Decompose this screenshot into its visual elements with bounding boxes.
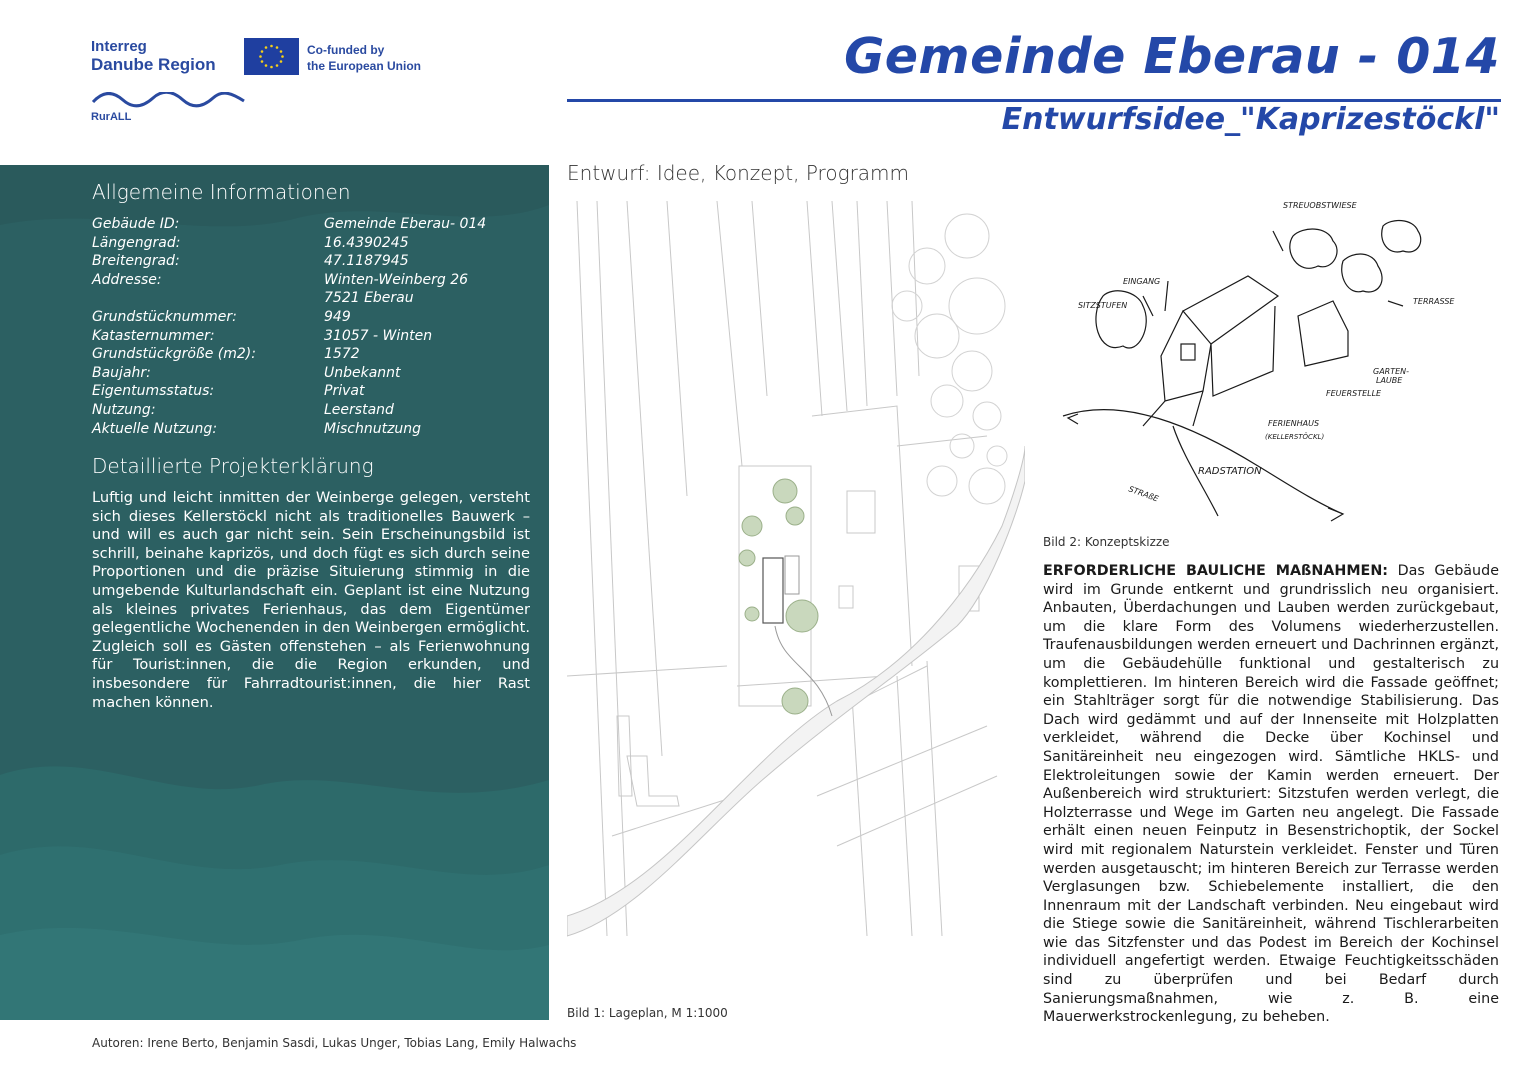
sketch-label-kellerstoeckl: (KELLERSTÖCKL): [1265, 433, 1325, 441]
info-value: 16.4390245: [324, 234, 409, 251]
site-plan-drawing: [567, 196, 1025, 948]
info-row: [92, 308, 532, 327]
info-key: Eigentumsstatus:: [92, 383, 215, 400]
wave-logo-icon: [91, 92, 246, 108]
info-row: [92, 401, 532, 420]
sketch-label-feuerstelle: FEUERSTELLE: [1326, 389, 1382, 398]
info-value: Gemeinde Eberau- 014: [324, 216, 487, 232]
page-title: Gemeinde Eberau - 014: [844, 28, 1500, 85]
info-row: [92, 252, 532, 271]
cofunded-line-2: the European Union: [307, 59, 421, 73]
info-key: Addresse:: [92, 271, 162, 288]
info-value: Mischnutzung: [324, 420, 422, 437]
info-value: 47.1187945: [324, 253, 409, 270]
sketch-label-sitzstufen: SITZSTUFEN: [1078, 301, 1128, 310]
info-row: [92, 420, 532, 439]
info-key: Baujahr:: [92, 364, 151, 381]
authors-footer: Autoren: Irene Berto, Benjamin Sasdi, Lukas Unger, Tobias Lang, Emily Halwachs: [92, 1036, 577, 1050]
cofunded-line-1: Co-funded by: [307, 43, 385, 57]
info-value: Leerstand: [324, 401, 394, 418]
rurall-label: RurALL: [91, 111, 132, 123]
info-row: [92, 327, 532, 346]
info-row: [92, 289, 532, 308]
info-key: Aktuelle Nutzung:: [92, 420, 218, 437]
interreg-logo: [91, 38, 216, 74]
sketch-label-radstation: RADSTATION: [1198, 466, 1262, 477]
logo-line-1: Interreg: [91, 38, 147, 55]
info-value: 7521 Eberau: [324, 290, 414, 307]
info-row: [92, 234, 532, 253]
info-value: Winten-Weinberg 26: [324, 271, 469, 288]
concept-sketch: [1043, 196, 1499, 526]
info-row: [92, 345, 532, 364]
info-value: Privat: [324, 383, 365, 400]
info-key: Grundstücknummer:: [92, 308, 237, 325]
sketch-label-strasse: STRAßE: [1127, 484, 1160, 504]
measures-text: Das Gebäude wird im Grunde entkernt und grundrisslich neu organisiert. Anbauten, Überdachungen und Lauben werden zurückgebaut, um die klare Form des Volumens wiederherzustellen. Traufenausbildungen werden erneuert und Dachrinnen ergänzt, um die Gebäudehülle funktional und gestalterisch zu komplettieren. Im hinteren Bereich wird die Fassade geöffnet; ein Stahlträger sorgt für die notwendige Stabilisierung. Das Dach wird gedämmt und auf der Innenseite mit Holzplatten verkleidet, während die Decke über Kochinsel und Sanitäreinheit neu eingezogen wird. Sämtliche HKLS- und Elektroleitungen sowie der Kamin werden erneuert. Der Außenbereich wird strukturiert: Sitzstufen werden verlegt, die Holzterrasse und Wege im Garten neu angelegt. Die Fassade erhält einen neuen Feinputz in Besenstrichoptik, der Sockel wird mit regionalem Naturstein verkleidet. Fenster und Türen werden ausgetauscht; im hinteren Bereich zur Terrasse werden Verglasungen bzw. Schiebelemente installiert, die den Innenraum mit der Landschaft verbinden. Neu eingebaut wird die Stiege sowie die Sanitäreinheit, während Tischlerarbeiten wie das Sitzfenster und das Podest im Bereich der Kochinsel individuell angefertigt werden. Etwaige Feuchtigkeitsschäden sind zu überprüfen und bei Bedarf durch Sanierungsmaßnahmen, wie z. B. eine Mauerwerkstrockenlegung, zu beheben.: [1043, 563, 1499, 1026]
info-key: Nutzung:: [92, 401, 156, 418]
info-key: Breitengrad:: [92, 253, 180, 270]
sketch-label-gartenlaube-2: LAUBE: [1376, 376, 1403, 385]
site-plan-caption: Bild 1: Lageplan, M 1:1000: [567, 1006, 728, 1020]
info-value: 1572: [324, 346, 360, 363]
general-info-heading: Allgemeine Informationen: [92, 180, 351, 204]
info-key: Grundstückgröße (m2):: [92, 346, 256, 363]
info-key: [92, 289, 324, 308]
info-value: Unbekannt: [324, 364, 401, 381]
general-info-table: [92, 215, 532, 438]
sketch-label-streuobst: STREUOBSTWIESE: [1283, 201, 1357, 210]
project-heading: Detaillierte Projekterklärung: [92, 454, 374, 478]
sketch-label-terrasse: TERRASSE: [1413, 297, 1455, 306]
cofunded-label: [307, 42, 421, 74]
info-row: [92, 271, 532, 290]
info-key: Gebäude ID:: [92, 216, 180, 232]
logo-line-2: Danube Region: [91, 55, 216, 74]
sketch-caption: Bild 2: Konzeptskizze: [1043, 535, 1170, 549]
sketch-label-eingang: EINGANG: [1123, 277, 1161, 286]
sketch-label-ferienhaus: FERIENHAUS: [1268, 419, 1320, 428]
design-heading: Entwurf: Idee, Konzept, Programm: [567, 161, 910, 185]
sketch-label-gartenlaube: GARTEN-: [1373, 367, 1410, 376]
eu-flag-icon: [244, 38, 299, 75]
info-key: Katasternummer:: [92, 327, 215, 344]
info-row: [92, 215, 532, 234]
construction-measures: [1043, 562, 1499, 1027]
info-row: [92, 364, 532, 383]
project-description: Luftig und leicht inmitten der Weinberge gelegen, versteht sich dieses Kellerstöckl nicht als traditionelles Bauwerk – und will es auch gar nicht sein. Sein Erscheinungsbild ist schrill, beinahe kaprizös, und doch fügt es sich durch seine Proportionen und die präzise Situierung stimmig in die umgebende Kulturlandschaft ein. Geplant ist eine Nutzung als kleines privates Ferienhaus, das dem Eigentümer gelegentliche Wochenenden in den Weinbergen ermöglicht. Zugleich soll es Gästen offenstehen – als Ferienwohnung für Tourist:innen, die die Region erkunden, und insbesondere für Fahrradtourist:innen, die hier Rast machen können.: [92, 489, 530, 711]
info-value: 31057 - Winten: [324, 327, 433, 344]
info-key: Längengrad:: [92, 234, 181, 251]
info-row: [92, 382, 532, 401]
measures-lead: ERFORDERLICHE BAULICHE MAßNAHMEN:: [1043, 563, 1389, 579]
page-subtitle: Entwurfsidee_"Kaprizestöckl": [1001, 102, 1500, 137]
info-value: 949: [324, 308, 351, 325]
